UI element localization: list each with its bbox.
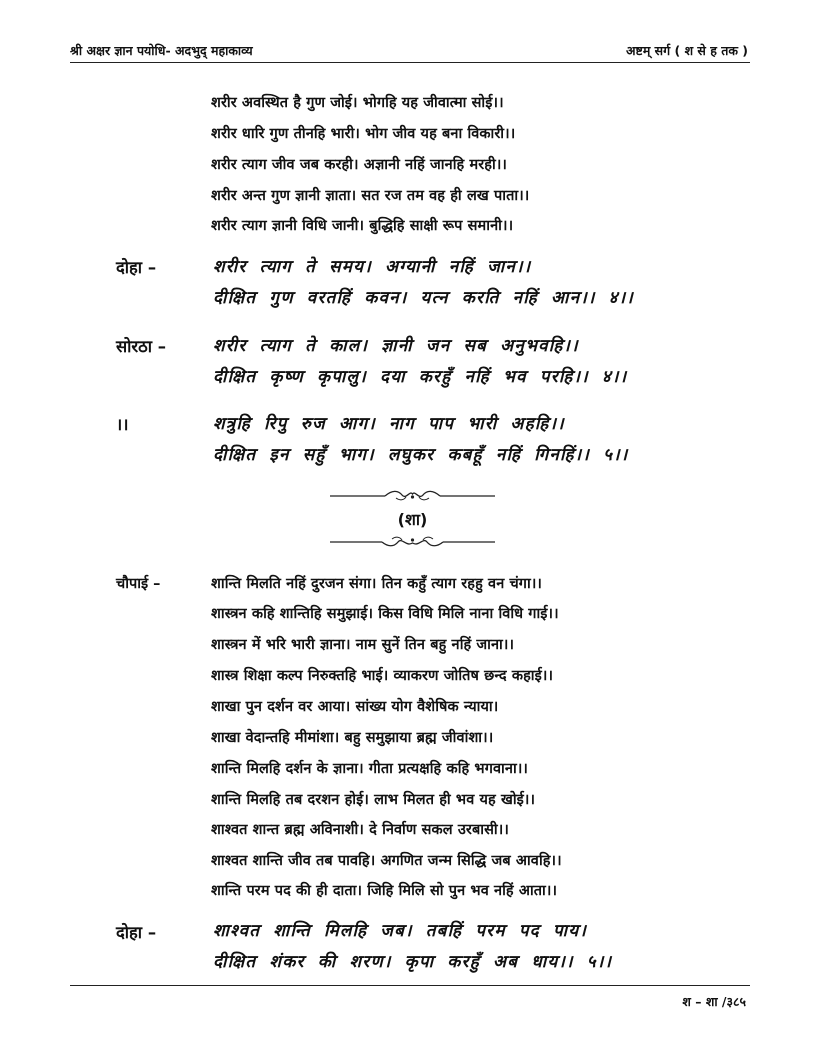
floral-divider-icon xyxy=(330,535,495,549)
doha-line: दीक्षित शंकर की शरण। कृपा करहुँ अब धाय।। ५।। xyxy=(213,952,613,972)
doha-line: शाश्वत शान्ति मिलहि जब। तबहिं परम पद पाय। xyxy=(213,921,587,941)
sortha-line: शत्रुहि रिपु रुज आग। नाग पाप भारी अहहि।। xyxy=(213,414,565,434)
doha-label: दोहा – xyxy=(116,258,157,277)
verse-line: शरीर त्याग ज्ञानी विधि जानी। बुद्धिहि साक्षी रूप समानी।। xyxy=(211,218,514,234)
verse-line: शास्त्रन में भरि भारी ज्ञाना। नाम सुनें तिन बहु नहिं जाना।। xyxy=(211,637,515,653)
floral-divider-icon xyxy=(330,488,495,502)
verse-line: शरीर त्याग जीव जब करही। अज्ञानी नहिं जानहि मरही।। xyxy=(211,157,508,173)
verse-line: शरीर अन्त गुण ज्ञानी ज्ञाता। सत रज तम वह ही लख पाता।। xyxy=(211,188,530,204)
verse-line: शाश्वत शान्ति जीव तब पावहि। अगणित जन्म सिद्धि जब आवहि।। xyxy=(211,853,562,869)
section-heading: (शा) xyxy=(397,510,428,529)
page-header xyxy=(70,40,750,63)
verse-line: शरीर धारि गुण तीनहि भारी। भोग जीव यह बना विकारी।। xyxy=(211,126,516,142)
sortha-line: शरीर त्याग ते काल। ज्ञानी जन सब अनुभवहि।। xyxy=(213,336,579,356)
doha-line: दीक्षित गुण वरतहिं कवन। यत्न करति नहिं आन।। ४।। xyxy=(213,288,634,308)
doha-label: दोहा – xyxy=(116,923,157,942)
chaupai-label: चौपाई – xyxy=(116,576,161,592)
verse-line: शाखा पुन दर्शन वर आया। सांख्य योग वैशेषिक न्याया। xyxy=(211,699,499,715)
verse-line: शान्ति परम पद की ही दाता। जिहि मिलि सो पुन भव नहिं आता।। xyxy=(211,883,558,899)
verse-line: शाखा वेदान्तहि मीमांशा। बहु समुझाया ब्रह्म जीवांशा।। xyxy=(211,730,494,746)
verse-line: शाश्वत शान्त ब्रह्म अविनाशी। दे निर्वाण सकल उरबासी।। xyxy=(211,822,509,838)
verse-line: शरीर अवस्थित है गुण जोई। भोगहि यह जीवात्मा सोई।। xyxy=(211,95,504,111)
verse-line: शास्त्र शिक्षा कल्प निरुक्तहि भाई। व्याकरण जोतिष छन्द कहाई।। xyxy=(211,668,554,684)
sortha-label: सोरठा – xyxy=(116,337,167,356)
verse-line: शान्ति मिलहि तब दरशन होई। लाभ मिलत ही भव यह खोई।। xyxy=(211,792,536,808)
doha-line: शरीर त्याग ते समय। अग्यानी नहिं जान।। xyxy=(213,257,532,277)
sortha-label: ।। xyxy=(116,415,129,434)
verse-line: शान्ति मिलहि दर्शन के ज्ञाना। गीता प्रत्यक्षहि कहि भगवाना।। xyxy=(211,761,529,777)
page-number: श – शा /३८५ xyxy=(682,994,746,1009)
footer-rule xyxy=(70,985,750,986)
sortha-line: दीक्षित कृष्ण कृपालु। दया करहुँ नहिं भव परहि।। ४।। xyxy=(213,367,628,387)
book-title: श्री अक्षर ज्ञान पयोधि- अदभुद् महाकाव्य xyxy=(70,43,253,58)
verse-line: शान्ति मिलति नहिं दुरजन संगा। तिन कहुँ त्याग रहहु वन चंगा।। xyxy=(211,576,543,592)
verse-line: शास्त्रन कहि शान्तिहि समुझाई। किस विधि मिलि नाना विधि गाई।। xyxy=(211,606,559,622)
sortha-line: दीक्षित इन सहुँ भाग। लघुकर कबहूँ नहिं गिनहिं।। ५।। xyxy=(213,445,629,465)
chapter-title: अष्टम् सर्ग ( श से ह तक ) xyxy=(625,43,748,58)
